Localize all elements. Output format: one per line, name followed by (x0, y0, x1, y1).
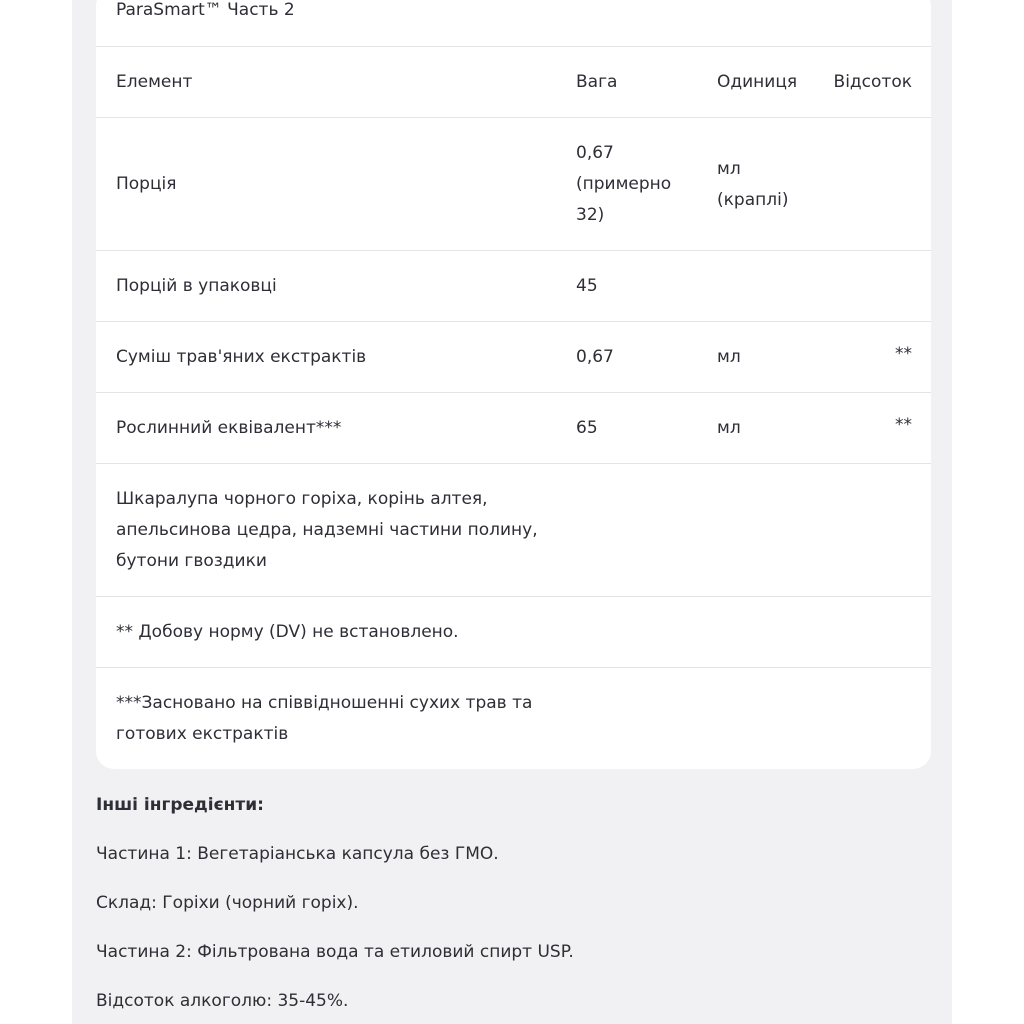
table-row (96, 393, 931, 464)
ratio-note: ***Засновано на співвідношенні сухих трав та готових екстрактів (116, 693, 533, 744)
row-weight: 0,67 (576, 347, 614, 367)
row-percent: ** (895, 344, 912, 364)
row-element: Суміш трав'яних екстрактів (116, 347, 367, 367)
table-row (96, 251, 931, 322)
alcohol-percentage: Відсоток алкоголю: 35-45%. (96, 991, 349, 1011)
header-unit: Одиниця (717, 72, 798, 92)
row-weight: 65 (576, 418, 598, 438)
header-percent: Відсоток (833, 72, 912, 92)
table-header-row (96, 47, 931, 118)
table-row (96, 118, 931, 251)
dv-note-row (96, 597, 931, 668)
row-percent: ** (895, 415, 912, 435)
table-title-row (96, 0, 931, 47)
other-ingredients-composition: Склад: Горіхи (чорний горіх). (96, 893, 359, 913)
row-unit: мл (краплі) (717, 159, 789, 210)
header-element: Елемент (116, 72, 193, 92)
ingredients-note-row (96, 464, 931, 597)
other-ingredients-heading: Інші інгредієнти: (96, 795, 264, 815)
ingredients-note: Шкаралупа чорного горіха, корінь алтея, апельсинова цедра, надземні частини полину, бутони гвоздики (116, 489, 538, 571)
row-weight: 45 (576, 276, 598, 296)
row-element: Порцій в упаковці (116, 276, 277, 296)
row-element: Рослинний еквівалент*** (116, 418, 342, 438)
ratio-note-row (96, 668, 931, 769)
dv-note: ** Добову норму (DV) не встановлено. (116, 622, 459, 642)
row-element: Порція (116, 174, 177, 194)
row-weight: 0,67 (примерно 32) (576, 143, 672, 225)
other-ingredients-part1: Частина 1: Вегетаріанська капсула без ГМО. (96, 844, 499, 864)
other-ingredients-part2: Частина 2: Фільтрована вода та етиловий спирт USP. (96, 942, 574, 962)
header-weight: Вага (576, 72, 618, 92)
table-row (96, 322, 931, 393)
table-title: ParaSmart™ Часть 2 (116, 0, 295, 20)
supplement-facts-table (96, 0, 931, 769)
row-unit: мл (717, 418, 741, 438)
row-unit: мл (717, 347, 741, 367)
